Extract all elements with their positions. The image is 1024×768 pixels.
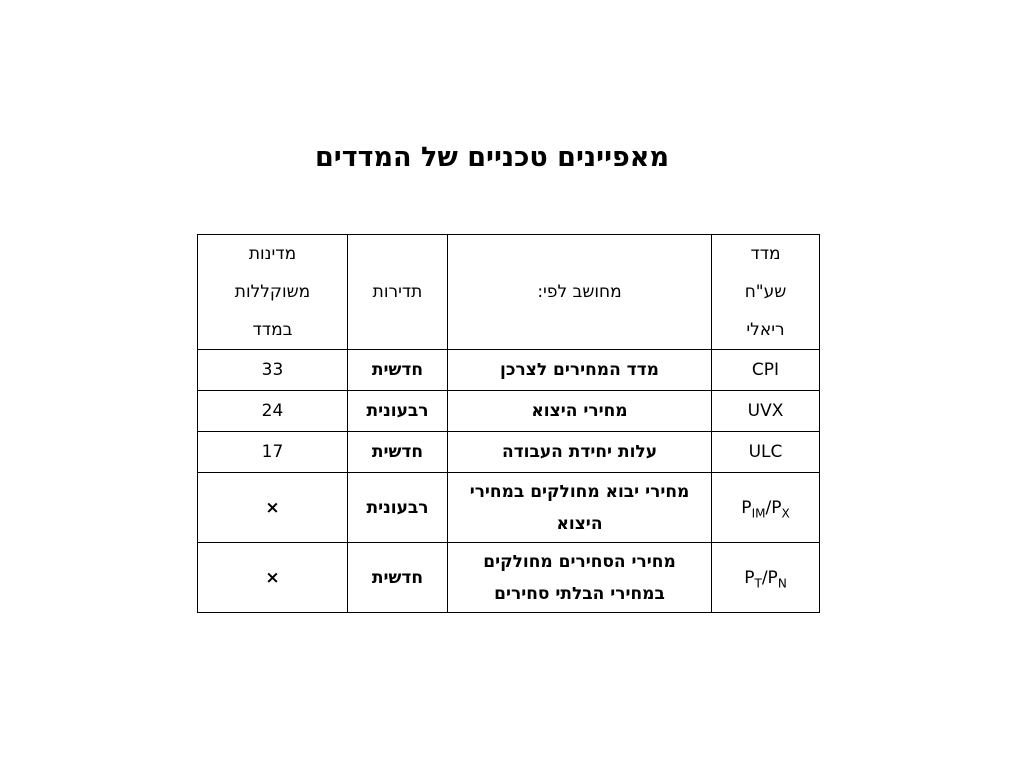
header-computed-by: מחושב לפי: xyxy=(448,235,712,350)
header-countries xyxy=(198,235,348,350)
page-title: מאפיינים טכניים של המדדים xyxy=(315,142,669,173)
index-base1: P xyxy=(741,497,752,518)
computed-by-line2: היצוא xyxy=(556,513,603,534)
frequency-cell: חדשית xyxy=(348,432,448,473)
countries-cell: 17 xyxy=(198,432,348,473)
countries-cell: × xyxy=(198,543,348,613)
index-sep: / xyxy=(765,497,772,518)
frequency-cell: רבעונית xyxy=(348,473,448,543)
index-base2: P xyxy=(767,567,778,588)
computed-by-cell: עלות יחידת העבודה xyxy=(448,432,712,473)
index-sub2: N xyxy=(777,575,787,590)
computed-by-cell: מחירי היצוא xyxy=(448,391,712,432)
countries-cell: × xyxy=(198,473,348,543)
header-index-line2: שע"ח xyxy=(744,282,787,302)
table-row xyxy=(198,432,820,473)
table-row xyxy=(198,543,820,613)
index-base2: P xyxy=(771,497,782,518)
index-base1: P xyxy=(744,567,755,588)
computed-by-cell: מדד המחירים לצרכן xyxy=(448,350,712,391)
table-row xyxy=(198,473,820,543)
frequency-cell: חדשית xyxy=(348,543,448,613)
index-sub2: X xyxy=(781,505,790,520)
countries-cell: 24 xyxy=(198,391,348,432)
frequency-cell: רבעונית xyxy=(348,391,448,432)
header-index-line3: ריאלי xyxy=(746,320,785,340)
indices-table xyxy=(197,234,820,613)
index-cell: ULC xyxy=(712,432,820,473)
header-index-line1: מדד xyxy=(750,244,781,264)
header-countries-line3: במדד xyxy=(252,320,293,340)
table-row xyxy=(198,391,820,432)
header-countries-line2: משוקללות xyxy=(234,282,311,302)
computed-by-cell xyxy=(448,543,712,613)
index-sub1: IM xyxy=(751,505,766,520)
computed-by-line1: מחירי יבוא מחולקים במחירי xyxy=(469,481,690,502)
header-countries-line1: מדינות xyxy=(248,244,297,264)
index-cell: CPI xyxy=(712,350,820,391)
frequency-cell: חדשית xyxy=(348,350,448,391)
index-sub1: T xyxy=(754,575,762,590)
table-header-row xyxy=(198,235,820,350)
index-sep: / xyxy=(761,567,768,588)
index-cell xyxy=(712,473,820,543)
index-cell xyxy=(712,543,820,613)
countries-cell: 33 xyxy=(198,350,348,391)
header-frequency: תדירות xyxy=(348,235,448,350)
header-index xyxy=(712,235,820,350)
computed-by-line1: מחירי הסחירים מחולקים xyxy=(483,551,676,572)
computed-by-line2: במחירי הבלתי סחירים xyxy=(494,583,665,604)
table-row xyxy=(198,350,820,391)
index-cell: UVX xyxy=(712,391,820,432)
computed-by-cell xyxy=(448,473,712,543)
